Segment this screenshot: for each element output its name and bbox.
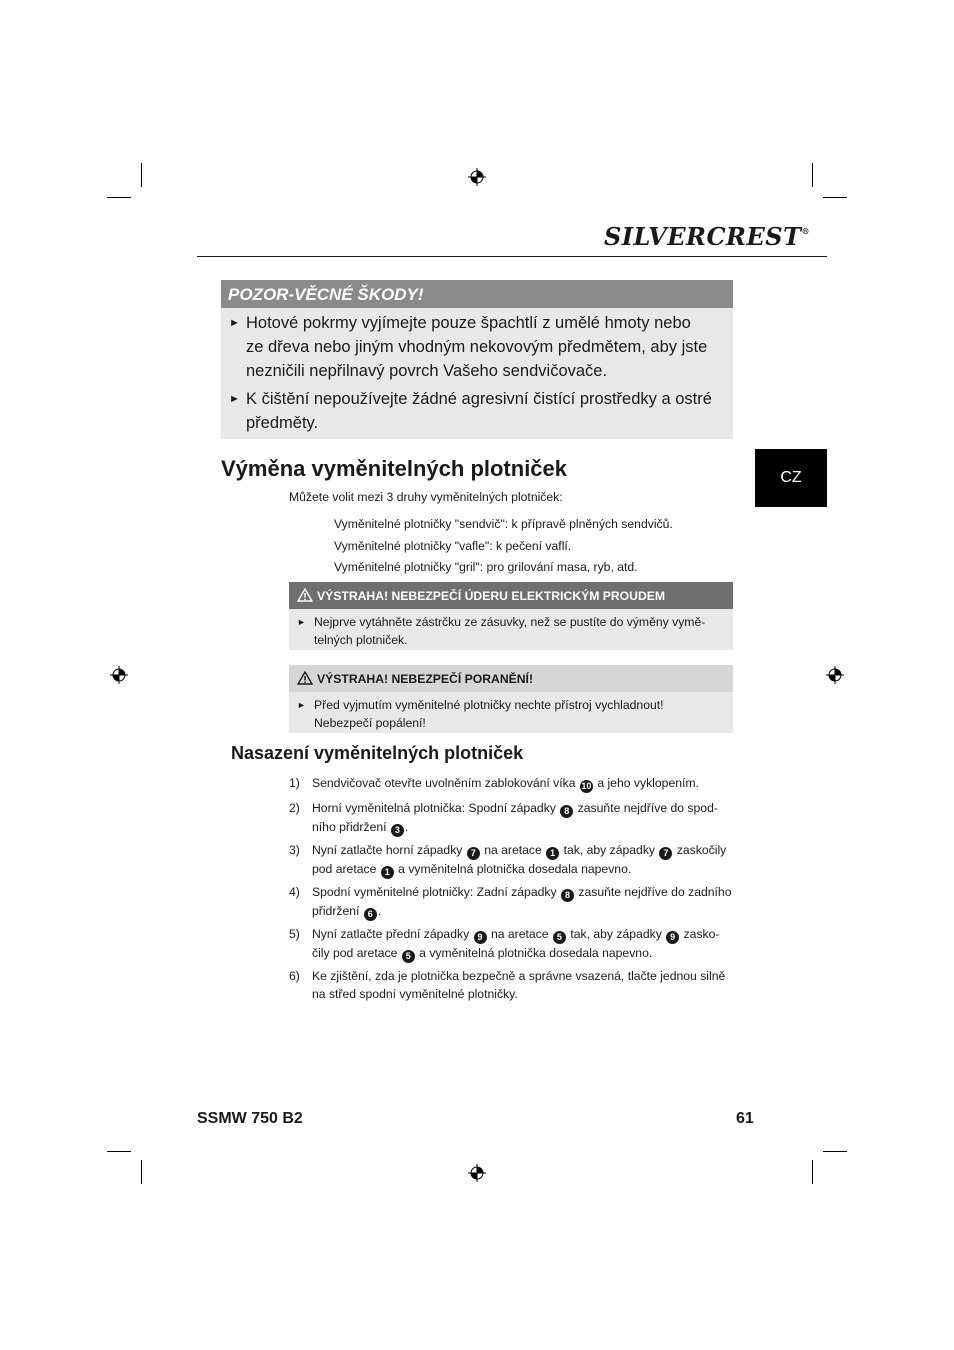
part-number-badge: 8 bbox=[560, 805, 573, 818]
crop-mark bbox=[107, 1151, 131, 1152]
registration-mark-icon bbox=[110, 666, 128, 684]
warning-triangle-icon bbox=[297, 671, 313, 685]
bullet-arrow-icon: ► bbox=[297, 700, 306, 710]
crop-mark bbox=[141, 1160, 142, 1184]
crop-mark bbox=[823, 197, 847, 198]
notice-item: ► Hotové pokrmy vyjímejte pouze špachtlí z umělé hmoty nebo ze dřeva nebo jiným vhodným nekovovým předmětem, aby jste nezničili nepřilnavý povrch Vašeho sendvičovače. bbox=[229, 311, 707, 383]
warning-box-injury bbox=[289, 665, 733, 733]
bullet-arrow-icon: ► bbox=[229, 393, 240, 405]
crop-mark bbox=[812, 1160, 813, 1184]
crop-mark bbox=[823, 1151, 847, 1152]
part-number-badge: 7 bbox=[659, 847, 672, 860]
page-number: 61 bbox=[736, 1110, 754, 1127]
step-item: 6) Ke zjištění, zda je plotnička bezpečně a správne vsazená, tlačte jednou silně na střed spodní vyměnitelné plotničky. bbox=[289, 969, 726, 1001]
part-number-badge: 5 bbox=[402, 950, 415, 963]
warning-triangle-icon bbox=[297, 588, 313, 602]
part-number-badge: 9 bbox=[474, 931, 487, 944]
crop-mark bbox=[812, 163, 813, 187]
warning-text: ► Před vyjmutím vyměnitelné plotničky nechte přístroj vychladnout! Nebezpečí popálení! bbox=[297, 698, 664, 730]
notice-box bbox=[221, 280, 733, 439]
plate-type-item: Vyměnitelné plotničky "vafle": k pečení vaflí. bbox=[334, 539, 572, 553]
part-number-badge: 7 bbox=[467, 847, 480, 860]
part-number-badge: 3 bbox=[391, 824, 404, 837]
step-item: 2) Horní vyměnitelná plotnička: Spodní západky 8 zasuňte nejdříve do spod- ního přidržení 3 . bbox=[289, 801, 718, 835]
section-title: Výměna vyměnitelných plotniček bbox=[221, 456, 568, 481]
section-intro: Můžete volit mezi 3 druhy vyměnitelných plotniček: bbox=[289, 490, 563, 504]
crop-mark bbox=[107, 197, 131, 198]
part-number-badge: 1 bbox=[546, 847, 559, 860]
part-number-badge: 6 bbox=[364, 908, 377, 921]
brand-logo: SILVERCREST® bbox=[604, 222, 810, 251]
warning-header bbox=[289, 665, 733, 692]
step-item: 3) Nyní zatlačte horní západky 7 na aretace 1 tak, aby západky 7 zaskočily pod aretace 1 a vyměnitelná plotnička dosedala napevno. bbox=[289, 843, 727, 877]
step-item: 1) Sendvičovač otevřte uvolněním zablokování víka 10 a jeho vyklopením. bbox=[289, 776, 699, 791]
warning-title: VÝSTRAHA! NEBEZPEČÍ ÚDERU ELEKTRICKÝM PROUDEM bbox=[317, 589, 666, 603]
language-tab: CZ bbox=[755, 449, 827, 507]
subsection-title: Nasazení vyměnitelných plotniček bbox=[231, 743, 524, 763]
plate-type-item: Vyměnitelné plotničky "gril": pro grilování masa, ryb, atd. bbox=[334, 560, 638, 574]
bullet-arrow-icon: ► bbox=[229, 317, 240, 329]
warning-box-electric bbox=[289, 582, 733, 650]
registration-mark-icon bbox=[468, 168, 486, 186]
header-rule bbox=[197, 256, 827, 257]
part-number-badge: 5 bbox=[553, 931, 566, 944]
part-number-badge: 10 bbox=[581, 781, 592, 791]
plate-type-item: Vyměnitelné plotničky "sendvič": k přípravě plněných sendvičů. bbox=[334, 517, 673, 531]
bullet-arrow-icon: ► bbox=[297, 617, 306, 627]
warning-text: ► Nejprve vytáhněte zástrčku ze zásuvky, než se pustíte do výměny vymě- telných plotniček. bbox=[297, 615, 706, 647]
warning-title: VÝSTRAHA! NEBEZPEČÍ PORANĚNÍ! bbox=[317, 672, 534, 686]
warning-header bbox=[289, 582, 733, 609]
registration-mark-icon bbox=[826, 666, 844, 684]
step-item: 5) Nyní zatlačte přední západky 9 na aretace 5 tak, aby západky 9 zasko- čily pod aretace 5 a vyměnitelná plotnička dosedala napevno. bbox=[289, 927, 720, 961]
notice-item: ► K čištění nepoužívejte žádné agresivní čistící prostředky a ostré předměty. bbox=[229, 387, 712, 435]
crop-mark bbox=[141, 163, 142, 187]
footer-model: SSMW 750 B2 bbox=[197, 1110, 303, 1127]
notice-title: POZOR-VĚCNÉ ŠKODY! bbox=[221, 280, 733, 308]
part-number-badge: 1 bbox=[381, 866, 394, 879]
part-number-badge: 8 bbox=[561, 889, 574, 902]
part-number-badge: 9 bbox=[666, 931, 679, 944]
step-item: 4) Spodní vyměnitelné plotničky: Zadní západky 8 zasuňte nejdříve do zadního přidržení 6 . bbox=[289, 885, 732, 919]
registration-mark-icon bbox=[468, 1164, 486, 1182]
